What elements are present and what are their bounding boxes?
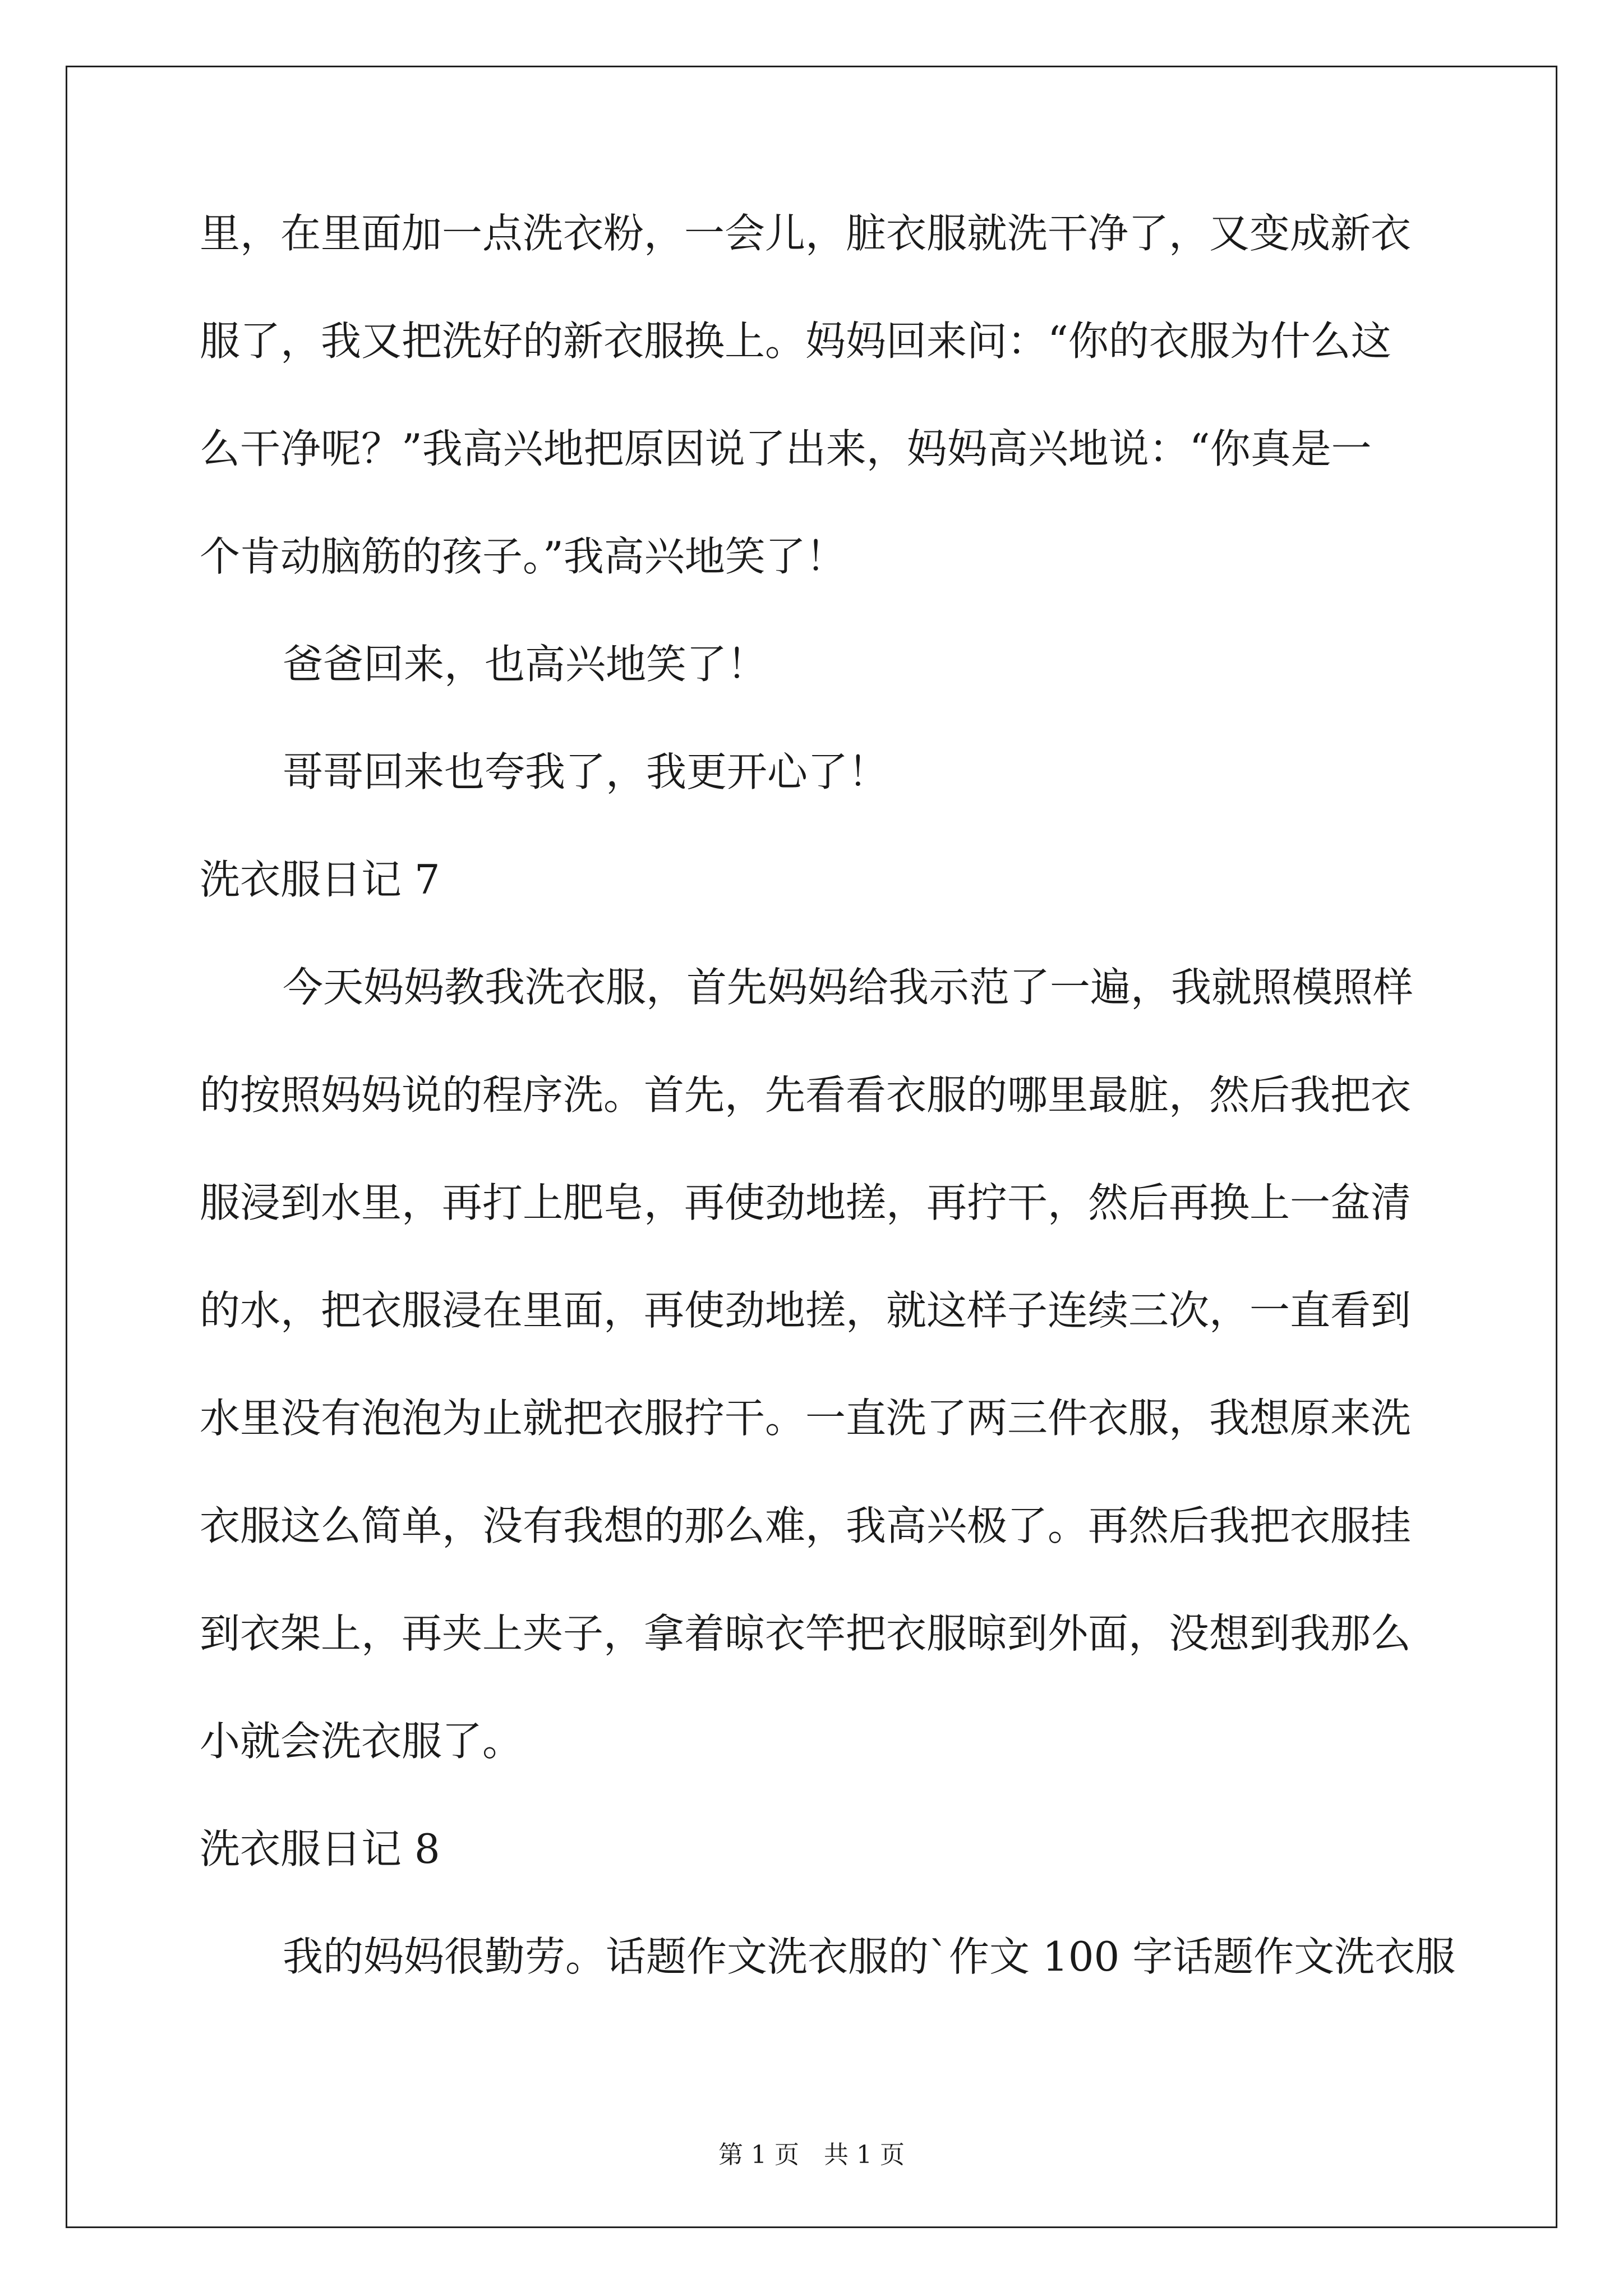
paragraph-line: 爸爸回来，也高兴地笑了！ xyxy=(283,641,768,688)
text-line: 的水，把衣服浸在里面，再使劲地搓，就这样子连续三次，一直看到 xyxy=(200,1287,1412,1334)
paragraph-line: 我的妈妈很勤劳。话题作文洗衣服的`作文 100 字话题作文洗衣服 xyxy=(283,1933,1456,1980)
document-body xyxy=(200,210,1456,2044)
text-line: 服了，我又把洗好的新衣服换上。妈妈回来问：“你的衣服为什么这 xyxy=(200,318,1391,365)
text-line: 服浸到水里，再打上肥皂，再使劲地搓，再拧干，然后再换上一盆清 xyxy=(200,1179,1412,1226)
text-line: 水里没有泡泡为止就把衣服拧干。一直洗了两三件衣服，我想原来洗 xyxy=(200,1395,1412,1442)
text-line: 衣服这么简单，没有我想的那么难，我高兴极了。再然后我把衣服挂 xyxy=(200,1502,1412,1549)
paragraph-line: 今天妈妈教我洗衣服，首先妈妈给我示范了一遍，我就照模照样 xyxy=(283,964,1414,1011)
text-line: 个肯动脑筋的孩子。”我高兴地笑了！ xyxy=(200,533,846,580)
paragraph-line: 哥哥回来也夸我了，我更开心了！ xyxy=(283,748,889,795)
section-heading: 洗衣服日记 8 xyxy=(200,1825,440,1872)
page-footer: 第 1 页 共 1 页 xyxy=(718,2141,905,2169)
text-line: 里，在里面加一点洗衣粉，一会儿，脏衣服就洗干净了，又变成新衣 xyxy=(200,210,1412,257)
text-line: 么干净呢？”我高兴地把原因说了出来，妈妈高兴地说：“你真是一 xyxy=(200,425,1372,472)
text-line: 的按照妈妈说的程序洗。首先，先看看衣服的哪里最脏，然后我把衣 xyxy=(200,1071,1412,1119)
text-line: 到衣架上，再夹上夹子，拿着晾衣竿把衣服晾到外面，没想到我那么 xyxy=(200,1610,1412,1657)
section-heading: 洗衣服日记 7 xyxy=(200,856,440,903)
text-line: 小就会洗衣服了。 xyxy=(200,1718,523,1765)
